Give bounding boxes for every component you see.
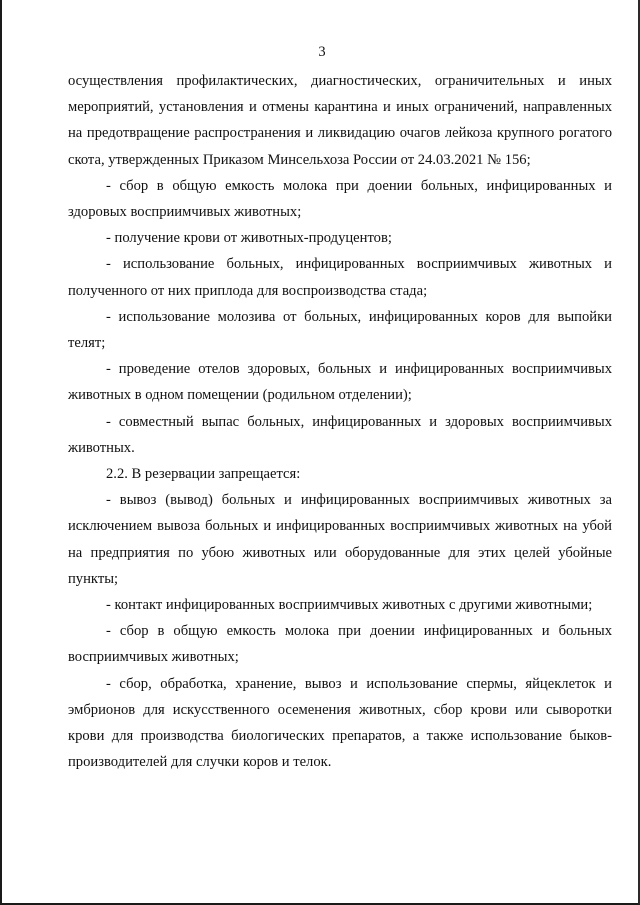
- list-item-milk-collection-reservation: - сбор в общую емкость молока при доении инфицированных и больных восприимчивых животных;: [68, 623, 612, 666]
- list-item-removal: - вывоз (вывод) больных и инфицированных восприимчивых животных за исключением вывоза больных и инфицированных восприимчивых животных на убой на предприятия по убою животных или оборудованные для этих целей убойные пункты;: [68, 492, 612, 587]
- list-item-sperm-handling: - сбор, обработка, хранение, вывоз и использование спермы, яйцеклеток и эмбрионов для искусственного осеменения животных, сбор крови или сыворотки крови для производства биологических препаратов, а также использование быков-производителей для случки коров и телок.: [68, 675, 612, 771]
- list-item-calving: - проведение отелов здоровых, больных и инфицированных восприимчивых животных в одном помещении (родильном отделении);: [68, 361, 612, 404]
- list-item-breeding-use: - использование больных, инфицированных восприимчивых животных и полученного от них приплода для воспроизводства стада;: [68, 256, 612, 299]
- section-heading-2-2: 2.2. В резервации запрещается:: [106, 466, 301, 483]
- list-item-blood-collection: - получение крови от животных-продуцентов;: [106, 230, 392, 247]
- list-item-contact: - контакт инфицированных восприимчивых животных с другими животными;: [106, 597, 593, 614]
- page-number: 3: [318, 44, 326, 60]
- document-body: [68, 68, 612, 775]
- list-item-milk-collection: - сбор в общую емкость молока при доении больных, инфицированных и здоровых восприимчивых животных;: [68, 177, 612, 221]
- paragraph-continuation: осуществления профилактических, диагностических, ограничительных и иных мероприятий, установления и отмены карантина и иных ограничений, направленных на предотвращение распространения и ликвидацию очагов лейкоза крупного рогатого скота, утвержденных Приказом Минсельхоза России от 24.03.2021 № 156;: [68, 73, 612, 168]
- list-item-grazing: - совместный выпас больных, инфицированных и здоровых восприимчивых животных.: [68, 413, 612, 456]
- list-item-colostrum-use: - использование молозива от больных, инфицированных коров для выпойки телят;: [68, 308, 612, 352]
